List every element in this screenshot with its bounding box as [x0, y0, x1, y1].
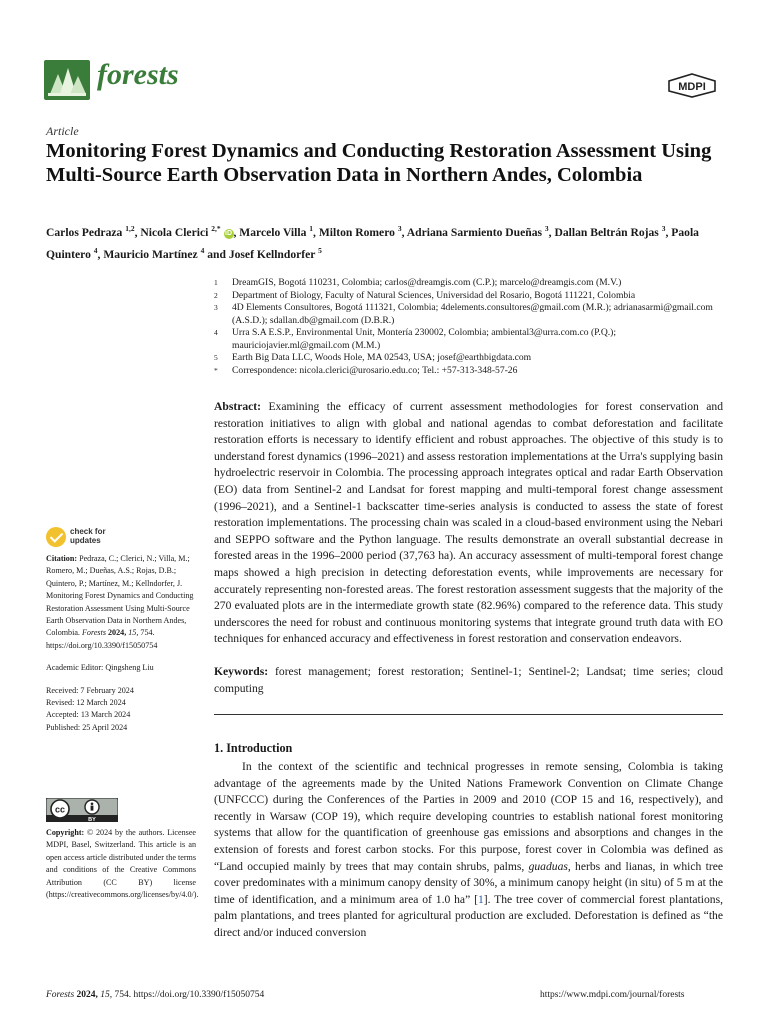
forests-logo-icon — [44, 60, 90, 100]
affiliation-item — [214, 352, 724, 365]
author-affiliation-sup: 3 — [544, 224, 549, 233]
mdpi-logo — [666, 73, 718, 98]
affiliation-text: Department of Biology, Faculty of Natural Sciences, Universidad del Rosario, Bogotá 111221, Colombia — [232, 289, 636, 301]
affiliation-item — [214, 277, 724, 290]
cc-by-license-badge[interactable] — [46, 798, 118, 822]
author-name: Adriana Sarmiento Dueñas — [406, 225, 545, 239]
affiliation-number: * — [214, 365, 218, 375]
affiliation-text: Urra S.A E.S.P., Environmental Unit, Montería 230002, Colombia; ambiental3@urra.com.co (P.Q.); mauriciojavier.ml@gmail.com (M.M.) — [232, 327, 617, 351]
author-list: Carlos Pedraza $^{1,2}$, Nicola Clerici $^{2,*}$ iD , Marcelo Villa $^1$, Milton Romero $^3$, Adriana Sarmiento Dueñas $^3$, Dallan Beltrán Rojas $^3$, Paola Quintero $^4$, Mauricio Martínez $^4$ and Josef Kellndorfer $^5$ — [46, 224, 699, 262]
keywords-text: forest management; forest restoration; Sentinel-1; Sentinel-2; Landsat; time series; cloud computing — [214, 665, 723, 695]
keywords — [214, 664, 723, 697]
date-published: Published: 25 April 2024 — [46, 722, 128, 732]
copyright-notice: Copyright: © 2024 by the authors. Licensee MDPI, Basel, Switzerland. This article is an open access article distributed under the terms and conditions of the Creative Commons Attribution (CC BY) license (https://creativecommons.org/licenses/by/4.0/). — [46, 828, 199, 900]
article-type: Article — [46, 124, 79, 138]
author-affiliation-sup: 3 — [661, 224, 666, 233]
affiliation-number: 3 — [214, 303, 218, 312]
date-accepted: Accepted: 13 March 2024 — [46, 710, 131, 720]
cc-icon: cc — [54, 804, 66, 815]
affiliation-number: 1 — [214, 278, 218, 287]
author-name: Milton Romero — [318, 225, 398, 239]
author-name: Carlos Pedraza — [46, 225, 126, 239]
affiliation-number: 4 — [214, 328, 218, 337]
affiliation-text: Earth Big Data LLC, Woods Hole, MA 02543, USA; josef@earthbigdata.com — [232, 352, 532, 363]
affiliation-item — [214, 365, 724, 378]
author-affiliation-sup: 4 — [200, 246, 205, 256]
affiliation-item — [214, 302, 724, 327]
check-for-updates-button[interactable]: check for updates — [46, 527, 136, 549]
author-affiliation-sup: 5 — [318, 246, 322, 256]
author-name: Marcelo Villa — [239, 225, 310, 239]
svg-text:BY: BY — [88, 817, 96, 822]
keywords-label: Keywords: — [214, 665, 269, 678]
affiliation-text: Correspondence: nicola.clerici@urosario.edu.co; Tel.: +57-313-348-57-26 — [232, 364, 518, 376]
abstract-text: Examining the efficacy of current assessment methodologies for forest conservation and restoration initiatives to align with global and national agendas to combat deforestation and facilitate restoration efforts is necessary to identify efficient and robust approaches. The objective of this study is to understand forest dynamics (1996–2021) and assess restoration implementations at the Urra's supplying basin hydroelectric reservoir in Colombia. The processing approach integrates optical and radar Earth Observation (EO) data from Sentinel-2 and Landsat for forest mapping and multi-temporal forest change assessment (1996–2021), and a Sentinel-1 backscatter time-series analysis is conducted to assess the state of forest restoration implementations. The processing chain was scaled in a cloud-based environment using the Nebari and SEPPO software and the Python language. The results demonstrate an overall substantial decrease in forested areas in the 1996–2000 period (37,763 ha). An accuracy assessment of multi-temporal forest change maps showed a high precision in detecting deforestation events, while improvements are necessary for accurately representing non-forested areas. The forest restoration assessment suggests that the majority of the 270 evaluated plots are in the intermediate growth state (82.96%) compared to the reference data. This study underscores the need for robust and continuous monitoring systems that integrate ground truth data with EO techniques for enhanced accuracy and effectiveness in forest restoration and conservation endeavors. — [214, 400, 723, 646]
affiliation-number: 5 — [214, 353, 218, 362]
reference-link[interactable]: 1 — [477, 892, 484, 906]
journal-name: forests — [97, 58, 179, 91]
author-affiliation-sup: 1 — [309, 224, 314, 233]
affiliation-text: 4D Elements Consultores, Bogotá 111321, Colombia; 4delements.consultores@gmail.com (M.R.); adrianasarmi@gmail.com (A.S.D.); sdallan.db@gmail.com (D.B.R.) — [232, 302, 713, 326]
date-revised: Revised: 12 March 2024 — [46, 698, 126, 708]
introduction-paragraph: In the context of the scientific and technical progresses in remote sensing, Colombia is taking advantage of the agreements made by the United Nations Framework Convention on Climate Change (UNFCCC) during the Conferences of the Parties in 2009 and 2010 (COP 15 and 16, respectively), and recently in Warsaw (COP 19), which require developing countries to establish national forest monitoring systems that allow for the quantification of greenhouse gas emissions and absorptions and changes in the extension of forests and forest carbon stocks. For this purpose, forest cover in Colombia was defined as “Land occupied mainly by trees that may contain shrubs, palms, guaduas, herbs and lianas, in which tree cover predominates with a minimum canopy density of 30%, a minimum canopy height (in situ) of 5 m at the time of identification, and a minimum area of 1.0 ha” [1]. The tree cover of commercial forest plantations, palm plantations, and trees planted for agricultural production are excluded. Deforestation is defined as “the direct and/or induced conversion — [214, 760, 723, 939]
citation: Citation: Pedraza, C.; Clerici, N.; Villa, M.; Romero, M.; Dueñas, A.S.; Rojas, D.B.; Quintero, P.; Martínez, M.; Kellndorfer, J. Monitoring Forest Dynamics and Conducting Restoration Assessment Using Multi-Source Earth Observation Data in Northern Andes, Colombia. Forests 2024, 15, 754. https://doi.org/10.3390/f15050754 — [46, 554, 194, 650]
author-affiliation-sup: 3 — [397, 224, 402, 233]
author-name: Dallan Beltrán Rojas — [554, 225, 662, 239]
affiliations — [214, 277, 724, 377]
author-name: Josef Kellndorfer — [228, 248, 319, 262]
affiliation-number: 2 — [214, 290, 218, 300]
author-name: Mauricio Martínez — [103, 248, 201, 262]
footer-journal-url[interactable]: https://www.mdpi.com/journal/forests — [540, 990, 685, 1000]
author-affiliation-sup: 4 — [93, 246, 98, 256]
abstract — [214, 399, 723, 648]
affiliation-text: DreamGIS, Bogotá 110231, Colombia; carlos@dreamgis.com (C.P.); marcelo@dreamgis.com (M.V.) — [232, 277, 622, 288]
affiliation-item — [214, 290, 724, 303]
section-divider — [214, 714, 723, 715]
date-received: Received: 7 February 2024 — [46, 685, 134, 695]
author-name: Nicola Clerici — [140, 225, 212, 239]
citation-doi-link[interactable]: 754. https://doi.org/10.3390/f15050754 — [46, 628, 158, 650]
author-affiliation-sup: 1,2 — [125, 224, 135, 233]
author-name: Paola Quintero — [46, 225, 699, 262]
publisher-name: MDPI — [678, 81, 706, 93]
sidebar-info — [46, 553, 198, 734]
orcid-icon[interactable]: iD — [225, 229, 232, 237]
author-affiliation-sup: 2,* — [211, 224, 221, 233]
paper-title: Monitoring Forest Dynamics and Conducting Restoration Assessment Using Multi-Source Earth Observation Data in Northern Andes, Colombia — [46, 140, 712, 186]
section-heading-introduction: 1. Introduction — [214, 741, 293, 755]
academic-editor: Academic Editor: Qingsheng Liu — [46, 663, 154, 673]
affiliation-item — [214, 327, 724, 352]
footer-citation: Forests 2024, 15, 754. https://doi.org/10.3390/f15050754 — [46, 990, 265, 1000]
abstract-label: Abstract: — [214, 400, 262, 413]
check-updates-icon — [46, 527, 66, 547]
